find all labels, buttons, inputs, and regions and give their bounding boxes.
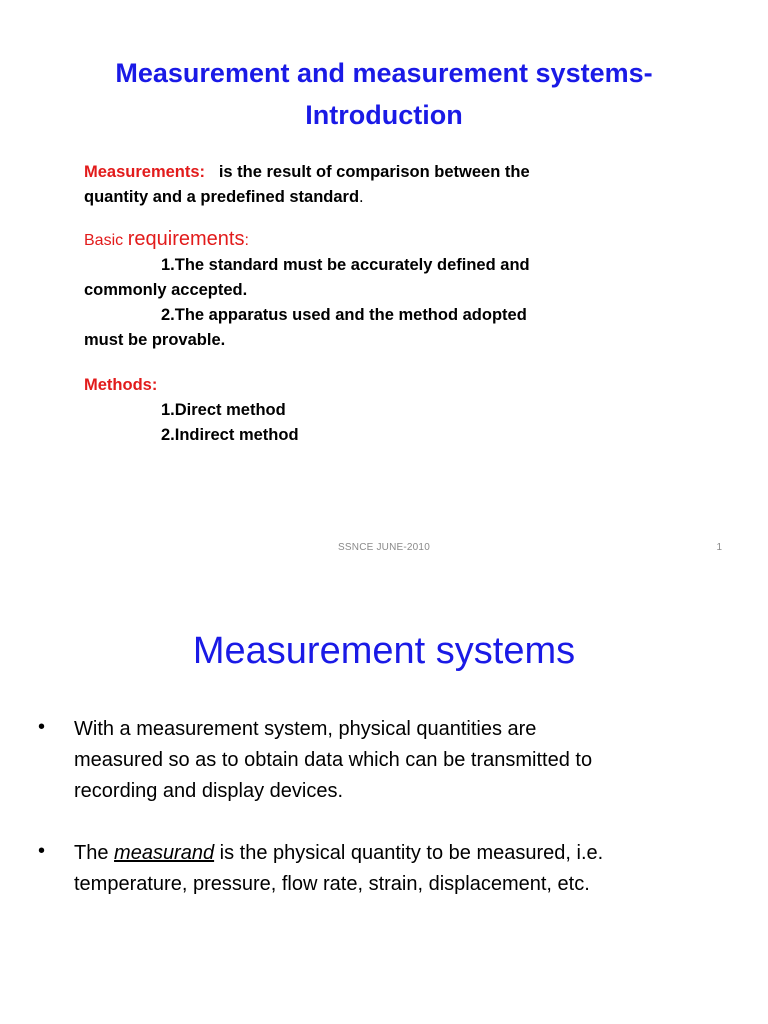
slide-1-title-line-1: Measurement and measurement systems- [115, 58, 653, 88]
list-item [38, 838, 738, 900]
measurements-definition-line-1 [84, 160, 644, 185]
basic-label: Basic [84, 232, 124, 249]
bullet-1-line-2: measured so as to obtain data which can be transmitted to [74, 749, 593, 771]
bullet-icon: • [38, 716, 46, 738]
requirement-1-line-2: commonly accepted. [84, 281, 248, 299]
measurements-label: Measurements: [84, 163, 206, 181]
method-2: 2.Indirect method [161, 426, 299, 444]
bullet-list [38, 714, 738, 931]
list-item [38, 714, 738, 807]
slide-page-number: 1 [716, 542, 722, 553]
slide-footer: SSNCE JUNE-2010 [338, 542, 430, 553]
bullet-1-line-3: recording and display devices. [74, 780, 344, 802]
slide-2 [0, 576, 768, 1024]
requirement-2-line-2: must be provable. [84, 331, 226, 349]
measurand-term: measurand [114, 842, 215, 864]
bullet-2-line-1 [74, 838, 738, 869]
requirement-2-line-1: 2.The apparatus used and the method adopted [161, 306, 527, 324]
requirements-label: requirements [127, 228, 245, 250]
bullet-1-line-1: With a measurement system, physical quantities are [74, 718, 537, 740]
requirements-colon: : [244, 232, 249, 249]
bullet-2-line-2: temperature, pressure, flow rate, strain, displacement, etc. [74, 873, 590, 895]
basic-requirements-heading [84, 227, 644, 253]
bullet-2-post: is the physical quantity to be measured, i.e. [214, 842, 604, 864]
bullet-2-pre: The [74, 842, 115, 864]
requirement-1-line-1: 1.The standard must be accurately defined and [161, 256, 530, 274]
slide-2-title: Measurement systems [192, 630, 576, 672]
bullet-icon: • [38, 840, 46, 862]
measurements-definition-line-2 [84, 185, 644, 210]
slide-1-title-line-2: Introduction [305, 100, 463, 130]
slide-1-title [40, 52, 728, 136]
methods-label: Methods: [84, 376, 158, 394]
measurements-text-1: is the result of comparison between the [218, 163, 530, 181]
measurements-text-2: quantity and a predefined standard [84, 188, 360, 206]
method-1: 1.Direct method [161, 401, 286, 419]
measurements-period: . [359, 188, 364, 206]
slide-1-body [84, 160, 644, 448]
